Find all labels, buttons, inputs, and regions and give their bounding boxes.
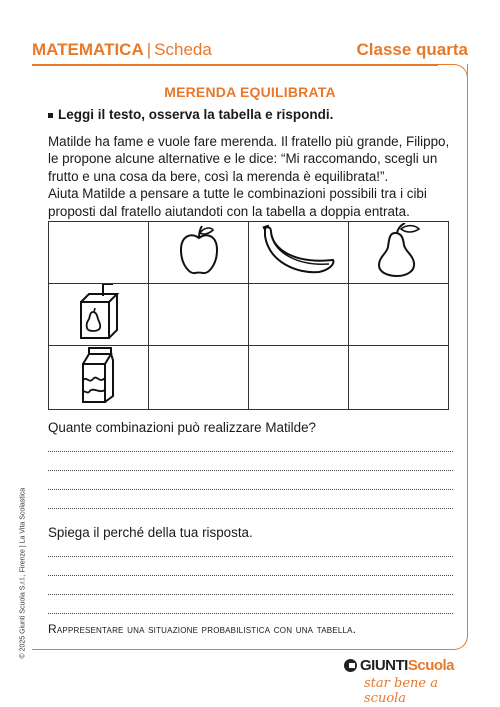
sheet-type-label: Scheda	[154, 40, 212, 59]
learning-objective-text: Rappresentare una situazione probabilistica con una tabella.	[48, 622, 357, 636]
table-cell[interactable]	[249, 346, 349, 410]
column-header-banana	[249, 222, 349, 284]
question-2: Spiega il perché della tua risposta.	[48, 525, 253, 540]
table-corner-cell	[49, 222, 149, 284]
answer-line[interactable]	[48, 508, 453, 509]
answer-line[interactable]	[48, 594, 453, 595]
logo-tagline: star bene a scuola	[364, 676, 438, 706]
row-header-milk	[49, 346, 149, 410]
answer-line[interactable]	[48, 470, 453, 471]
logo-brand-2: Scuola	[407, 657, 455, 674]
worksheet-title: MERENDA EQUILIBRATA	[164, 84, 336, 100]
answer-line[interactable]	[48, 489, 453, 490]
logo-mark-icon	[344, 659, 357, 672]
instruction-text: Leggi il testo, osserva la tabella e rispondi.	[58, 107, 334, 122]
table-row	[49, 346, 449, 410]
paragraph-2: Aiuta Matilde a pensare a tutte le combinazioni possibili tra i cibi proposti dal fratello aiutandoti con la tabella a doppia entrata.	[48, 186, 427, 219]
answer-line[interactable]	[48, 556, 453, 557]
instruction	[48, 107, 333, 122]
table-cell[interactable]	[349, 346, 449, 410]
column-header-apple	[149, 222, 249, 284]
paragraph-1: Matilde ha fame e vuole fare merenda. Il fratello più grande, Filippo, le propone alcune alternative e le dice: “Mi raccomando, scegli un frutto e una cosa da bere, così la merenda è equilibrata!”.	[48, 134, 450, 184]
apple-icon	[175, 224, 223, 276]
problem-text	[48, 133, 458, 220]
banana-icon	[259, 224, 339, 276]
row-header-juice	[49, 284, 149, 346]
table-row	[49, 284, 449, 346]
answer-line[interactable]	[48, 613, 453, 614]
pear-juice-box-icon	[73, 284, 125, 340]
publisher-logo	[344, 657, 464, 706]
bullet-icon	[48, 113, 53, 118]
learning-objective	[48, 622, 356, 636]
table-cell[interactable]	[149, 284, 249, 346]
header	[32, 40, 468, 64]
answer-line[interactable]	[48, 451, 453, 452]
table-cell[interactable]	[349, 284, 449, 346]
logo-wordmark	[360, 657, 454, 674]
class-label: Classe quarta	[356, 40, 468, 59]
column-header-pear	[349, 222, 449, 284]
table-header-row	[49, 222, 449, 284]
question-1: Quante combinazioni può realizzare Matilde?	[48, 420, 316, 435]
copyright-note: © 2025 Giunti Scuola S.r.l., Firenze | La Vita Scolastica	[19, 487, 27, 659]
header-separator: |	[146, 40, 152, 59]
double-entry-table	[48, 221, 449, 410]
table-cell[interactable]	[149, 346, 249, 410]
header-left	[32, 40, 212, 60]
frame-corner	[438, 64, 468, 84]
answer-line[interactable]	[48, 575, 453, 576]
milk-carton-icon	[75, 346, 123, 404]
subject-label: MATEMATICA	[32, 40, 144, 59]
logo-brand-1: GIUNTI	[360, 657, 408, 674]
table-cell[interactable]	[249, 284, 349, 346]
pear-icon	[371, 223, 427, 277]
